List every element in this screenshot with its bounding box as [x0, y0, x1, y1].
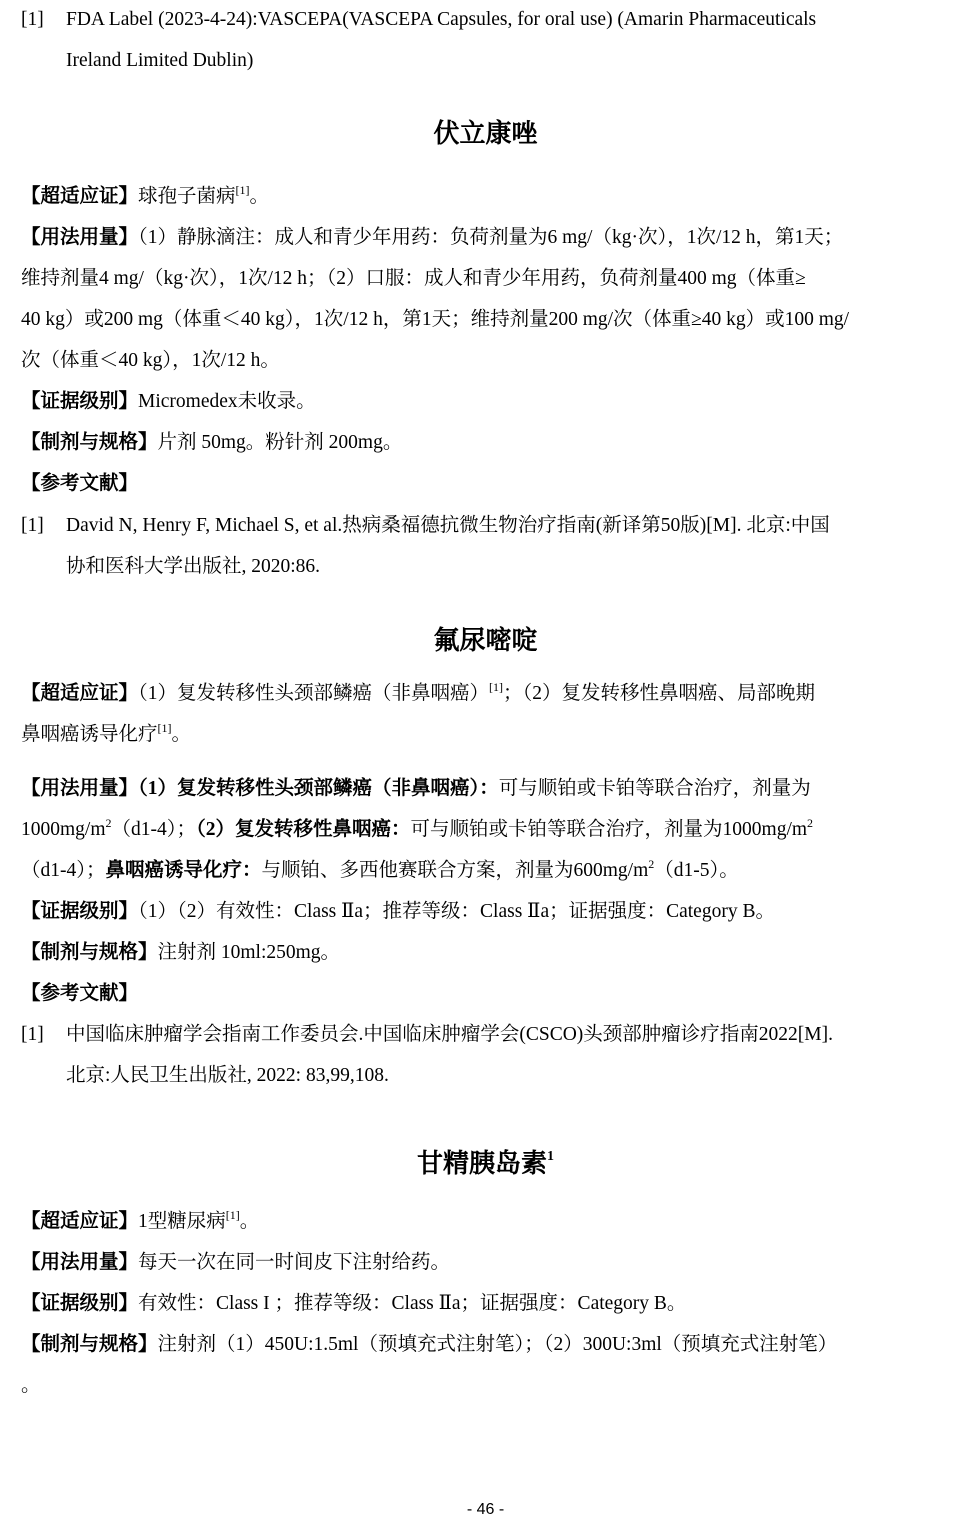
spec-label: 【制剂与规格】	[21, 432, 158, 453]
citation-sup: [1]	[225, 1208, 240, 1222]
section-title: 氟尿嘧啶	[433, 626, 538, 655]
section-title: 伏立康唑	[433, 119, 538, 148]
indication-end: 。	[249, 186, 270, 207]
usage-label: 【用法用量】	[21, 778, 139, 799]
reference-line: Ireland Limited Dublin)	[66, 50, 254, 71]
superscript: 2	[105, 816, 112, 830]
evidence-text: Micromedex未收录。	[138, 391, 316, 412]
spec-text: 注射剂（1）450U:1.5ml（预填充式注射笔）；（2）300U:3ml（预填充式注射笔）	[157, 1334, 838, 1355]
evidence-text: 有效性：Class I ；推荐等级：Class Ⅱa；证据强度：Category B。	[138, 1293, 687, 1314]
usage-text: （d1-4）；	[21, 860, 106, 881]
usage-text: 可与顺铂或卡铂等联合治疗，剂量为	[498, 778, 811, 799]
superscript: 2	[807, 816, 814, 830]
indication-line	[21, 723, 191, 747]
reference-line: David N, Henry F, Michael S, et al.热病桑福德抗微生物治疗指南(新译第50版)[M]. 北京:中国	[66, 515, 830, 536]
usage-row	[21, 226, 843, 250]
usage-line: 40 kg）或200 mg（体重＜40 kg），1次/12 h，第1天；维持剂量200 mg/次（体重≥40 kg）或100 mg/	[21, 309, 850, 330]
evidence-label: 【证据级别】	[21, 391, 139, 412]
usage-text: （1）静脉滴注：成人和青少年用药：负荷剂量为6 mg/（kg·次），1次/12 h，第1天；	[138, 227, 844, 248]
indication-text: 1型糖尿病	[138, 1211, 226, 1232]
evidence-row	[21, 900, 775, 924]
title-superscript: 1	[547, 1149, 554, 1164]
evidence-text: （1）（2）有效性：Class Ⅱa；推荐等级：Class Ⅱa；证据强度：Category B。	[138, 901, 775, 922]
citation-sup: [1]	[489, 680, 504, 694]
spec-end: 。	[21, 1375, 41, 1396]
reference-number: [1]	[21, 9, 44, 30]
usage-label: 【用法用量】	[21, 1252, 139, 1273]
reference-line: 协和医科大学出版社, 2020:86.	[66, 556, 321, 577]
references-label: 【参考文献】	[21, 983, 139, 1004]
citation-sup: [1]	[157, 721, 172, 735]
usage-text: 可与顺铂或卡铂等联合治疗，剂量为1000mg/m	[410, 819, 808, 840]
citation-sup: [1]	[235, 183, 250, 197]
indication-text: 。	[171, 724, 192, 745]
usage-line: 次（体重＜40 kg），1次/12 h。	[21, 350, 280, 371]
usage-text: （d1-4）；	[111, 819, 197, 840]
indication-text: ；（2）复发转移性鼻咽癌、局部晚期	[503, 683, 816, 704]
indication-end: 。	[239, 1211, 260, 1232]
evidence-label: 【证据级别】	[21, 1293, 139, 1314]
reference-line: 北京:人民卫生出版社, 2022: 83,99,108.	[66, 1065, 389, 1086]
usage-bold: 鼻咽癌诱导化疗：	[105, 860, 262, 881]
reference-number: [1]	[21, 515, 44, 536]
usage-label: 【用法用量】	[21, 227, 139, 248]
page-number: - 46 -	[466, 1501, 505, 1518]
indication-text: （1）复发转移性头颈部鳞癌（非鼻咽癌）	[138, 683, 490, 704]
section-title	[0, 1148, 971, 1180]
usage-text: 每天一次在同一时间皮下注射给药。	[138, 1252, 451, 1273]
evidence-row	[21, 1292, 686, 1316]
usage-text: 与顺铂、多西他赛联合方案，剂量为600mg/m	[261, 860, 649, 881]
usage-line	[21, 818, 813, 842]
usage-text: （d1-5）。	[654, 860, 739, 881]
reference-line: 中国临床肿瘤学会指南工作委员会.中国临床肿瘤学会(CSCO)头颈部肿瘤诊疗指南2022[M].	[66, 1024, 834, 1045]
indication-label: 【超适应证】	[21, 1211, 139, 1232]
indication-text: 球孢子菌病	[138, 186, 236, 207]
usage-line: 维持剂量4 mg/（kg·次），1次/12 h；（2）口服：成人和青少年用药，负荷剂量400 mg（体重≥	[21, 268, 806, 289]
superscript: 2	[648, 857, 655, 871]
spec-row	[21, 431, 402, 455]
usage-line	[21, 859, 739, 883]
spec-row	[21, 1333, 837, 1357]
indication-label: 【超适应证】	[21, 186, 139, 207]
usage-bold: （2）复发转移性鼻咽癌：	[196, 819, 411, 840]
evidence-row	[21, 390, 316, 414]
usage-row	[21, 777, 811, 801]
indication-row	[21, 682, 815, 706]
usage-bold: （1）复发转移性头颈部鳞癌（非鼻咽癌）：	[138, 778, 499, 799]
reference-number: [1]	[21, 1024, 44, 1045]
spec-text: 注射剂 10ml:250mg。	[157, 942, 341, 963]
spec-label: 【制剂与规格】	[21, 942, 158, 963]
evidence-label: 【证据级别】	[21, 901, 139, 922]
indication-text: 鼻咽癌诱导化疗	[21, 724, 158, 745]
references-label: 【参考文献】	[21, 473, 139, 494]
indication-row	[21, 185, 269, 209]
reference-line: FDA Label (2023-4-24):VASCEPA(VASCEPA Capsules, for oral use) (Amarin Pharmaceuticals	[66, 9, 817, 30]
indication-row	[21, 1210, 259, 1234]
spec-text: 片剂 50mg。粉针剂 200mg。	[157, 432, 403, 453]
usage-row	[21, 1251, 450, 1275]
indication-label: 【超适应证】	[21, 683, 139, 704]
spec-label: 【制剂与规格】	[21, 1334, 158, 1355]
usage-text: 1000mg/m	[21, 819, 106, 840]
spec-row	[21, 941, 340, 965]
section-title-text: 甘精胰岛素	[416, 1149, 547, 1178]
